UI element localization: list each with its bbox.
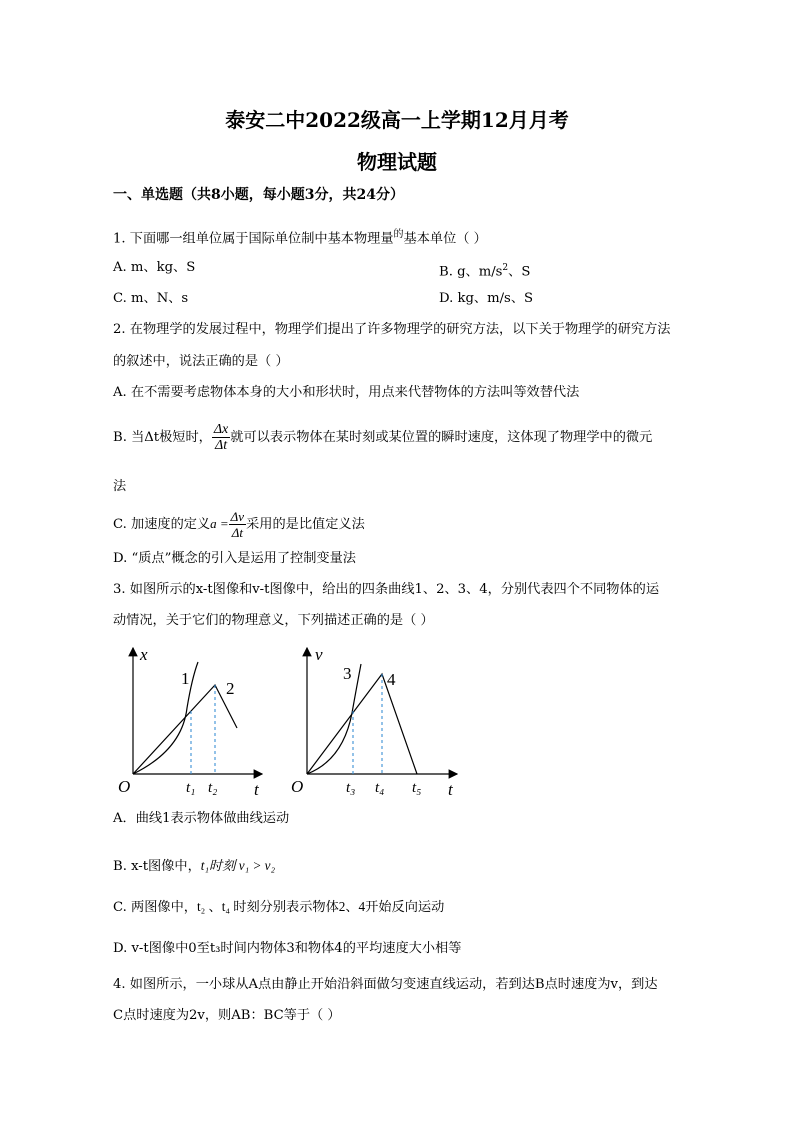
t1-label: t₁ [186, 780, 196, 796]
q2-option-b: B. 当Δt极短时， $\frac{\Delta x}{\Delta t}$ 就可以表示物体在某时刻或某位置的瞬时速度，这体现了物理学中的微元 [113, 422, 653, 453]
t2-label: t₂ [208, 780, 218, 796]
curve-2 [133, 685, 237, 774]
q1-option-c: C. m、N、s [113, 291, 189, 306]
x-axis-label: t [448, 780, 453, 799]
q3-option-b: B. x-t图像中，t₁时刻 v₁ > v₂ [113, 858, 276, 874]
q1-option-d: D. kg、m/s、S [439, 291, 534, 306]
question-3-stem-line1: 3. 如图所示的x-t图像和v-t图像中，给出的四条曲线1、2、3、4，分别代表四个不同物体的运 [113, 582, 660, 597]
question-4-stem-line1: 4. 如图所示，一小球从A点由静止开始沿斜面做匀变速直线运动，若到达B点时速度为v，到达 [113, 977, 658, 992]
q2-option-b-cont: 法 [113, 479, 127, 494]
y-axis-label: x [140, 645, 148, 664]
curve-4-label: 4 [387, 670, 396, 689]
q2-option-d: D. “质点”概念的引入是运用了控制变量法 [113, 551, 356, 566]
y-axis-label: v [315, 645, 323, 664]
v-t-graph [285, 640, 465, 800]
t5-label: t₅ [412, 780, 422, 796]
q1-option-a: A. m、kg、S [113, 260, 196, 275]
t3-label: t₃ [346, 780, 356, 796]
q3-option-c: C. 两图像中，t₂ 、t₄ 时刻分别表示物体2、4开始反向运动 [113, 899, 445, 915]
curve-4 [307, 674, 417, 774]
question-2-stem-line1: 2. 在物理学的发展过程中，物理学们提出了许多物理学的研究方法，以下关于物理学的研究方法 [113, 322, 671, 337]
q1-option-b: B. g、$m/s^2$、S [439, 263, 531, 280]
question-4-stem-line2: C点时速度为2v，则AB：BC等于（ ） [113, 1008, 341, 1023]
q2-option-a: A. 在不需要考虑物体本身的大小和形状时，用点来代替物体的方法叫等效替代法 [113, 385, 580, 400]
exam-subtitle: 物理试题 [357, 150, 437, 174]
curve-1-label: 1 [181, 669, 190, 688]
section-heading: 一、单选题（共8小题，每小题3分，共24分） [113, 187, 404, 203]
question-2-stem-line2: 的叙述中，说法正确的是（ ） [113, 354, 289, 369]
curve-2-label: 2 [226, 679, 235, 698]
x-axis-label: t [254, 780, 259, 799]
fraction-dv-dt: $\frac{\Delta v}{\Delta t}$ [230, 509, 245, 540]
question-3-stem-line2: 动情况，关于它们的物理意义，下列描述正确的是（ ） [113, 613, 434, 628]
fraction-dx-dt: $\frac{\Delta x}{\Delta t}$ [213, 422, 229, 453]
q2-option-c: C. 加速度的定义a = $\frac{\Delta v}{\Delta t}$ 采用的是比值定义法 [113, 509, 365, 540]
question-1-stem: 1. 下面哪一组单位属于国际单位制中基本物理量$^的$基本单位（ ） [113, 229, 487, 247]
q3-option-a: A．曲线1表示物体做曲线运动 [113, 811, 290, 826]
t4-label: t₄ [375, 780, 385, 796]
origin-label: O [118, 777, 131, 796]
x-t-graph [112, 640, 277, 800]
origin-label: O [291, 777, 304, 796]
curve-3-label: 3 [343, 664, 352, 683]
q3-option-d: D. v-t图像中0至t₃时间内物体3和物体4的平均速度大小相等 [113, 941, 462, 956]
exam-title: 泰安二中2022级高一上学期12月月考 [225, 108, 569, 132]
